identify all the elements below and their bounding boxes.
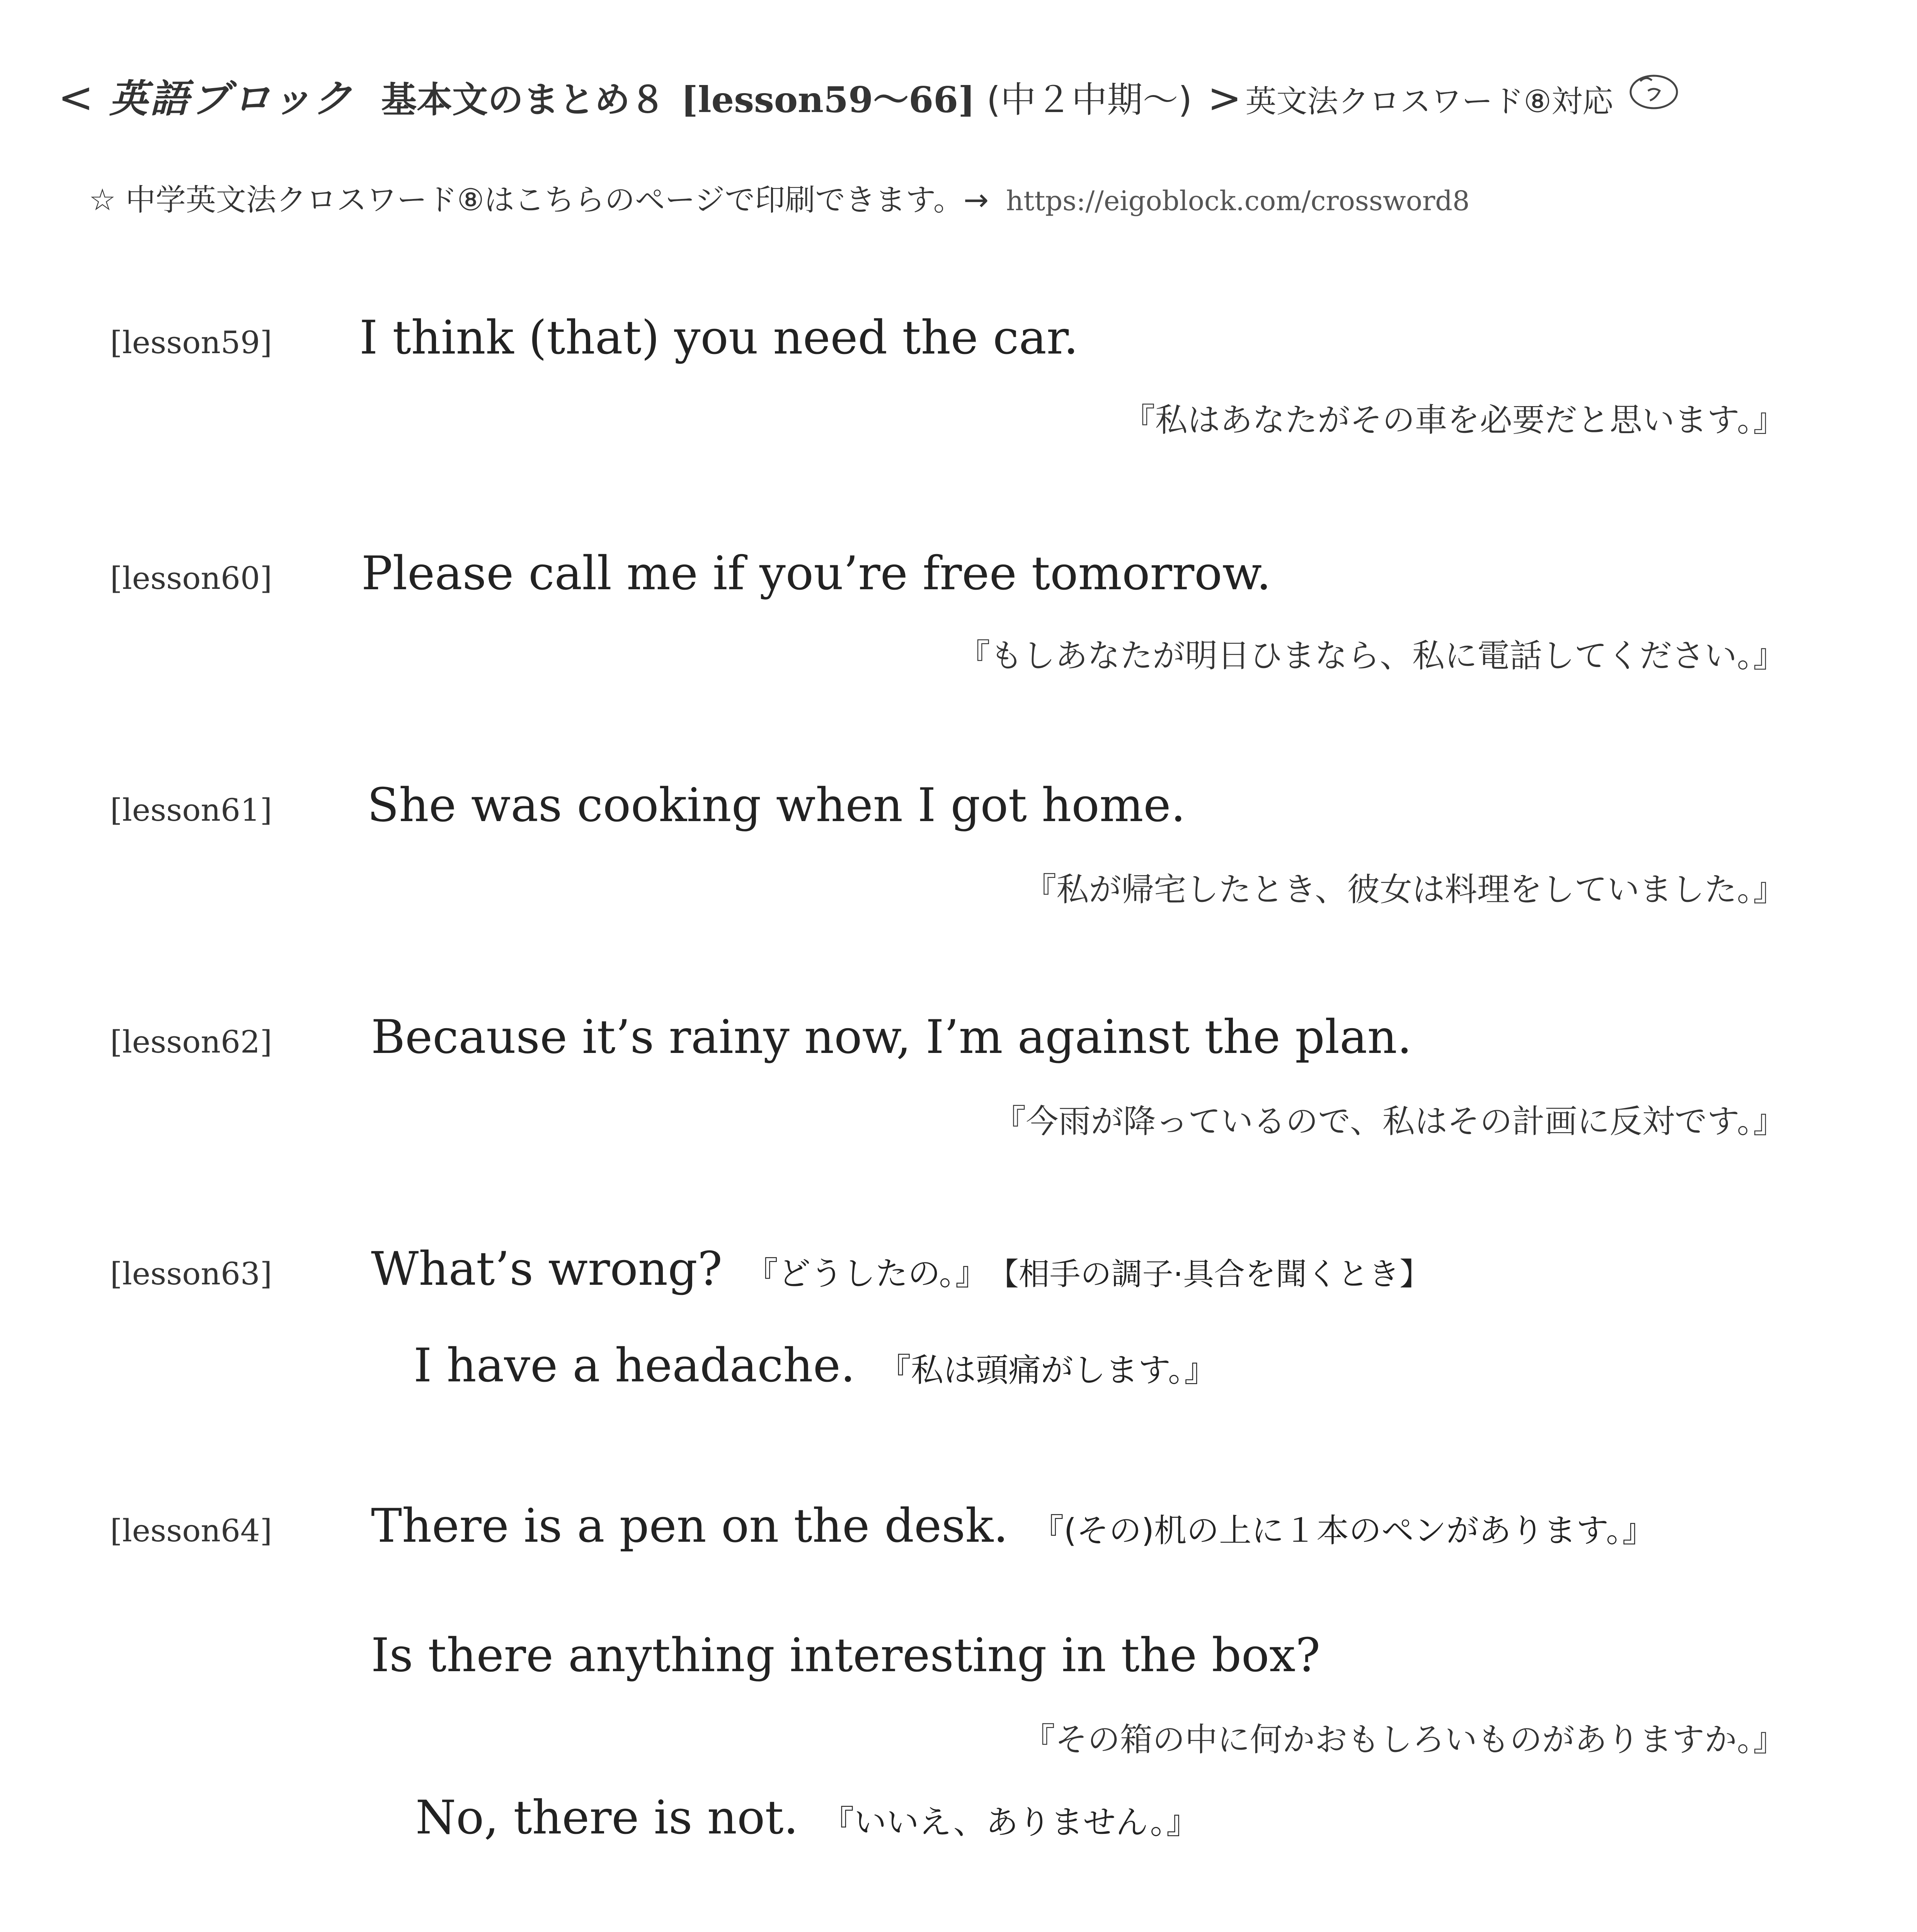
page-title: 基本文のまとめ８ <box>381 79 666 121</box>
lesson64-japanese1: 『(その)机の上に１本のペンがあります。』 <box>1031 1512 1655 1549</box>
lesson59-label: [lesson59] <box>110 325 272 361</box>
crossword-notice <box>89 176 1470 219</box>
lesson64-english1: There is a pen on the desk. <box>371 1499 1008 1553</box>
lesson62-english: Because it’s rainy now, I’m against the plan. <box>371 1010 1412 1064</box>
grade-label: (中２中期〜) <box>986 79 1192 121</box>
lesson63-japanese1: 『どうしたの。』 <box>746 1255 988 1293</box>
lesson-range: [lesson59〜66] <box>681 79 975 121</box>
lesson63-line2 <box>414 1339 1217 1393</box>
left-bracket: < <box>58 73 94 122</box>
lesson61-japanese: 『私が帰宅したとき、彼女は料理をしていました。』 <box>1024 871 1786 908</box>
lesson59-english: I think (that) you need the car. <box>359 311 1079 365</box>
lesson60-japanese: 『もしあなたが明日ひまなら、私に電話してください。』 <box>957 637 1786 675</box>
lesson63-english1: What’s wrong? <box>371 1242 723 1296</box>
lesson64-english2: Is there anything interesting in the box? <box>371 1629 1321 1682</box>
lesson60-label: [lesson60] <box>110 560 272 596</box>
lesson63-line1 <box>371 1242 1430 1296</box>
page-header <box>58 68 1683 123</box>
lesson59-japanese: 『私はあなたがその車を必要だと思います。』 <box>1122 401 1786 439</box>
lesson60-english: Please call me if you’re free tomorrow. <box>361 547 1272 600</box>
lesson61-english: She was cooking when I got home. <box>367 779 1186 832</box>
lesson63-japanese2: 『私は頭痛がします。』 <box>878 1351 1217 1389</box>
lesson62-japanese: 『今雨が降っているので、私はその計画に反対です。』 <box>993 1102 1786 1140</box>
lesson64-japanese3: 『いいえ、ありません。』 <box>821 1803 1199 1841</box>
lesson61-label: [lesson61] <box>110 792 272 828</box>
lesson64-english3: No, there is not. <box>415 1791 798 1845</box>
crossword-url[interactable]: https://eigoblock.com/crossword8 <box>1006 185 1470 217</box>
logo: 英語ブロック <box>109 76 354 121</box>
lesson63-label: [lesson63] <box>110 1256 272 1292</box>
lesson64-line3 <box>415 1791 1199 1845</box>
right-bracket: > <box>1207 75 1242 122</box>
lesson62-label: [lesson62] <box>110 1024 272 1060</box>
lesson63-english2: I have a headache. <box>414 1339 855 1393</box>
lesson64-label: [lesson64] <box>110 1513 272 1549</box>
crossword-notice-text: ☆ 中学英文法クロスワード⑧はこちらのページで印刷できます。→ <box>89 183 989 218</box>
lesson64-line1 <box>371 1499 1655 1553</box>
crossword-label: 英文法クロスワード⑧対応 <box>1245 83 1614 119</box>
lesson64-japanese2: 『その箱の中に何かおもしろいものがありますか。』 <box>1022 1721 1786 1759</box>
lesson63-usage-note: 【相手の調子·具合を聞くとき】 <box>1003 1256 1431 1292</box>
face-icon <box>1625 70 1683 112</box>
